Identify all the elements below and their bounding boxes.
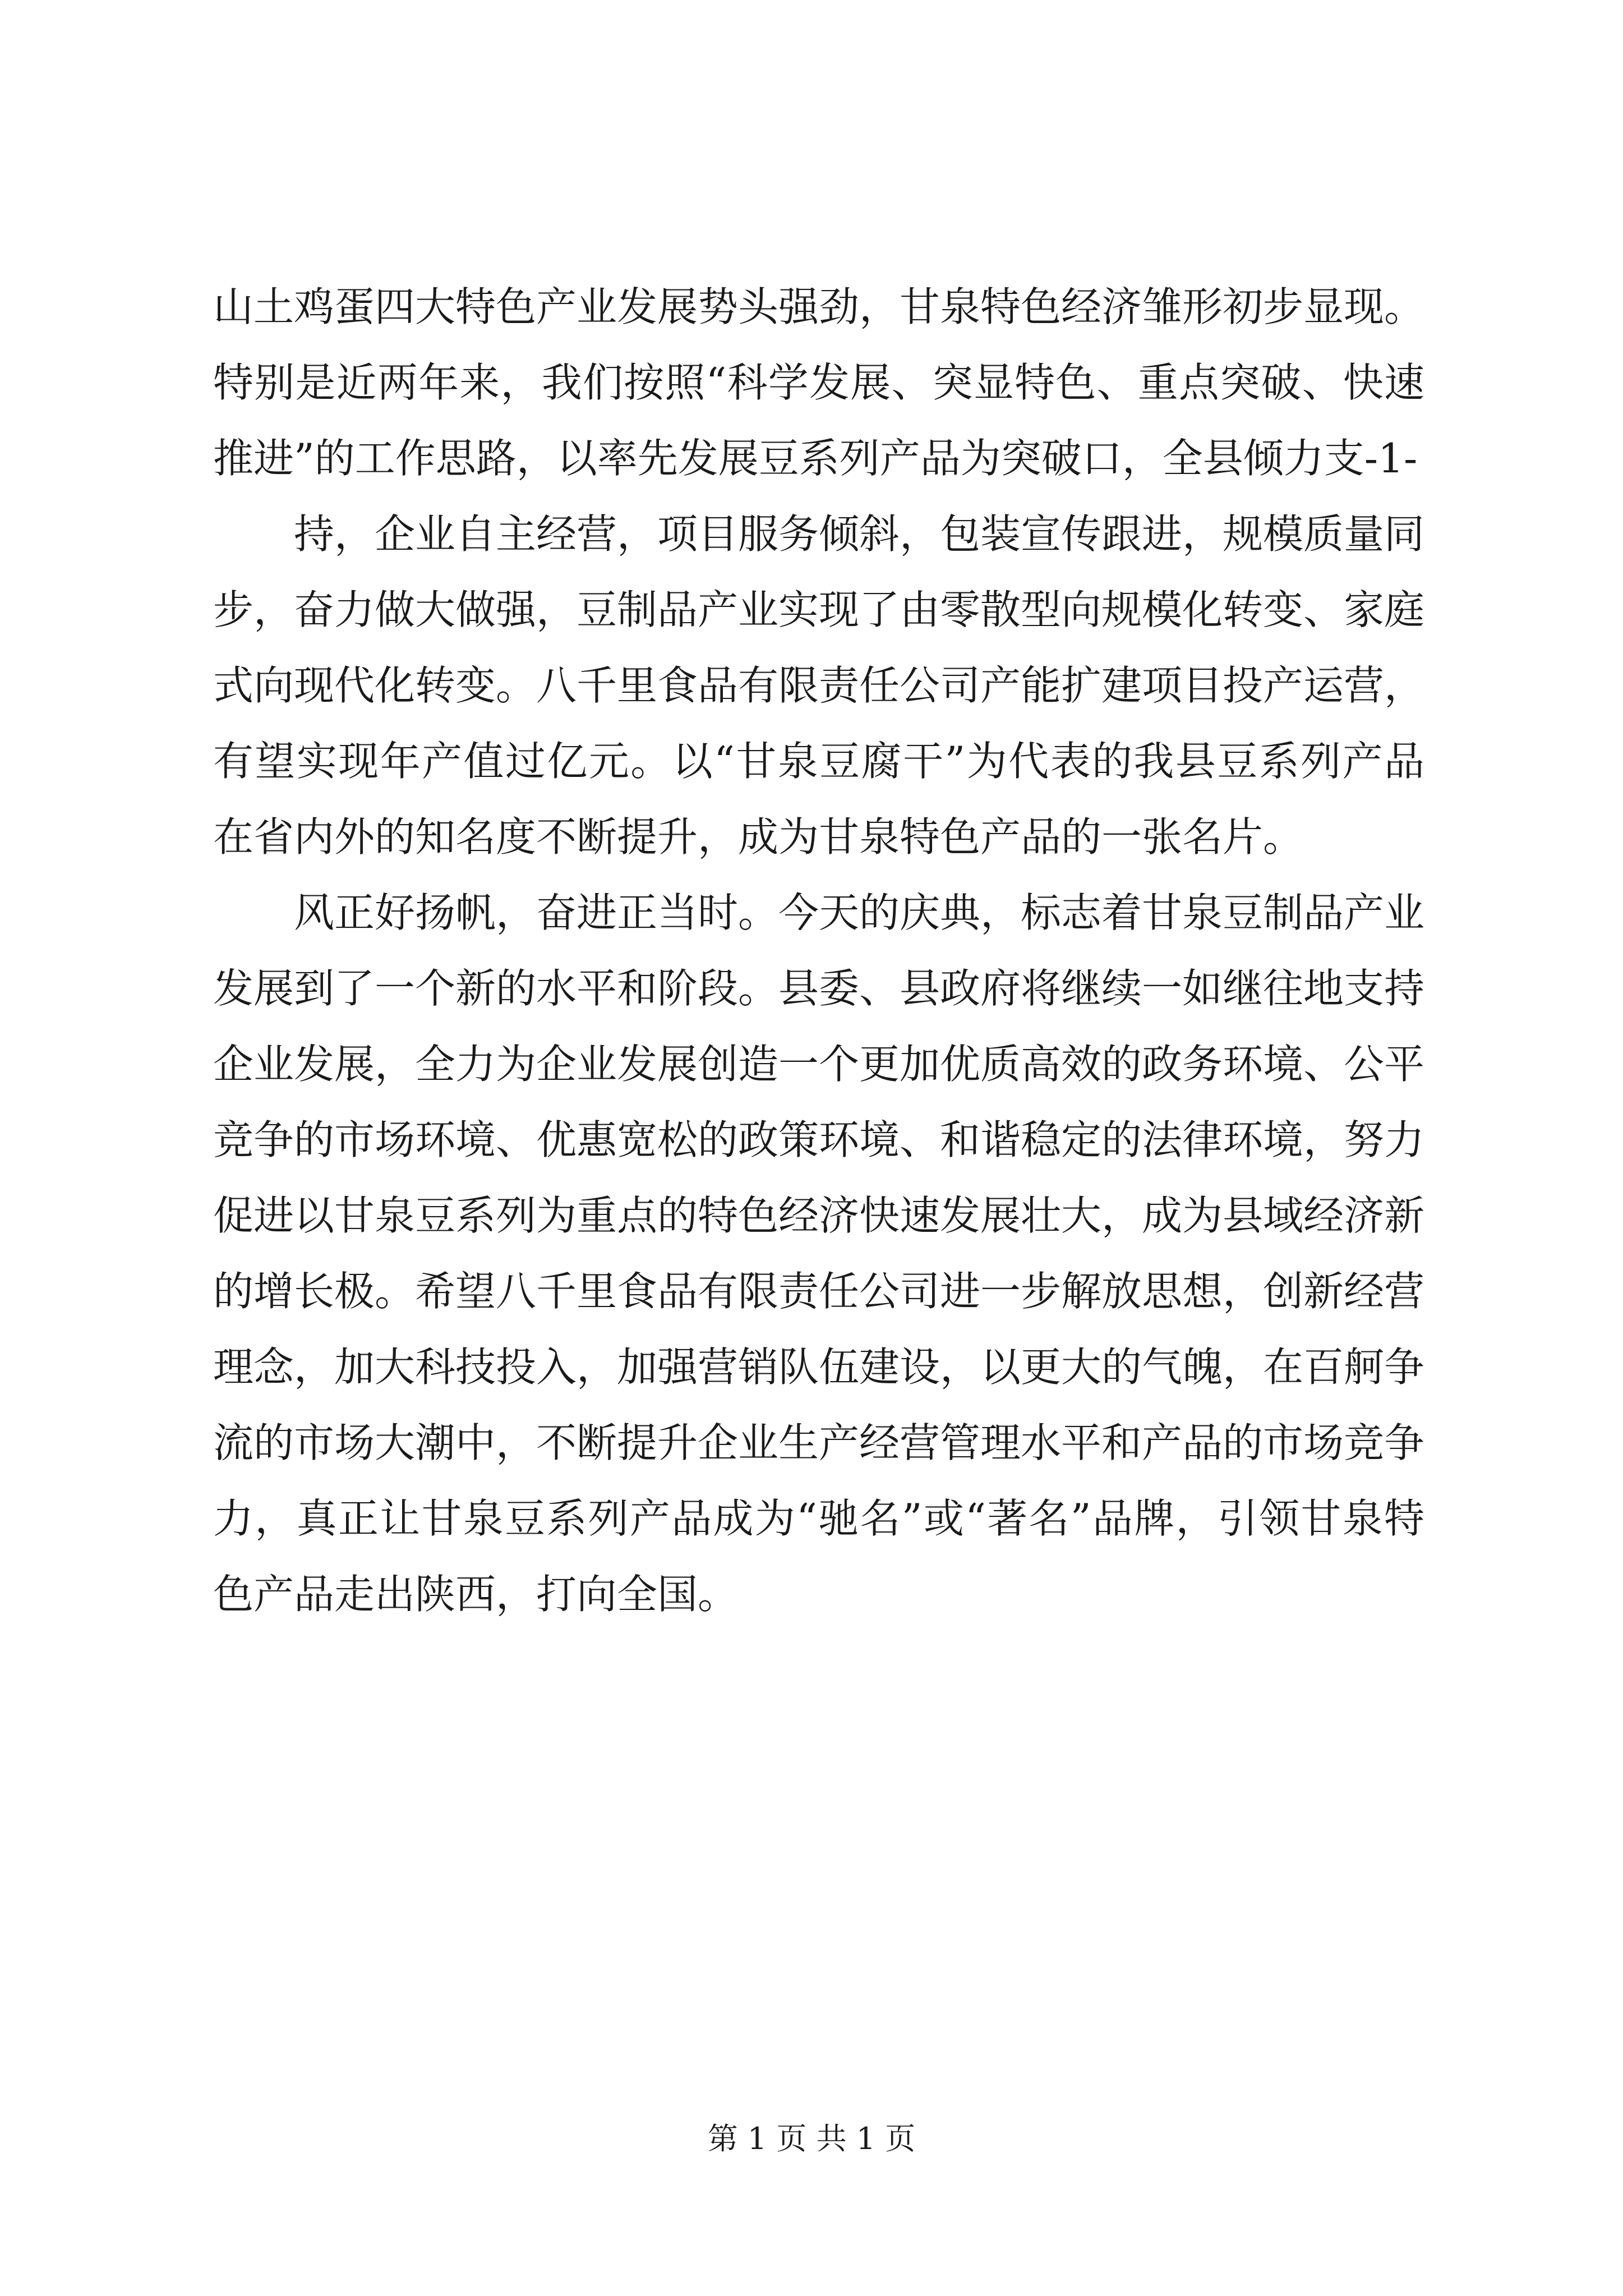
page-footer: 第 1 页 共 1 页 <box>707 2121 916 2156</box>
paragraph-2: 持，企业自主经营，项目服务倾斜，包装宣传跟进，规模质量同步，奋力做大做强，豆制品产业实现了由零散型向规模化转变、家庭式向现代化转变。八千里食品有限责任公司产能扩建项目投产运营，有望实现年产值过亿元。以“甘泉豆腐干”为代表的我县豆系列产品在省内外的知名度不断提升，成为甘泉特色产品的一张名片。 <box>213 510 1425 861</box>
paragraph-1: 山土鸡蛋四大特色产业发展势头强劲，甘泉特色经济雏形初步显现。特别是近两年来，我们按照“科学发展、突显特色、重点突破、快速推进”的工作思路，以率先发展豆系列产品为突破口，全县倾力支-1- <box>213 283 1425 482</box>
paragraph-3: 风正好扬帆，奋进正当时。今天的庆典，标志着甘泉豆制品产业发展到了一个新的水平和阶段。县委、县政府将继续一如继往地支持企业发展，全力为企业发展创造一个更加优质高效的政务环境、公平竞争的市场环境、优惠宽松的政策环境、和谐稳定的法律环境，努力促进以甘泉豆系列为重点的特色经济快速发展壮大，成为县域经济新的增长极。希望八千里食品有限责任公司进一步解放思想，创新经营理念，加大科技投入，加强营销队伍建设，以更大的气魄，在百舸争流的市场大潮中，不断提升企业生产经营管理水平和产品的市场竞争力，真正让甘泉豆系列产品成为“驰名”或“著名”品牌，引领甘泉特色产品走出陕西，打向全国。 <box>213 889 1425 1618</box>
document-body <box>213 269 1424 1632</box>
